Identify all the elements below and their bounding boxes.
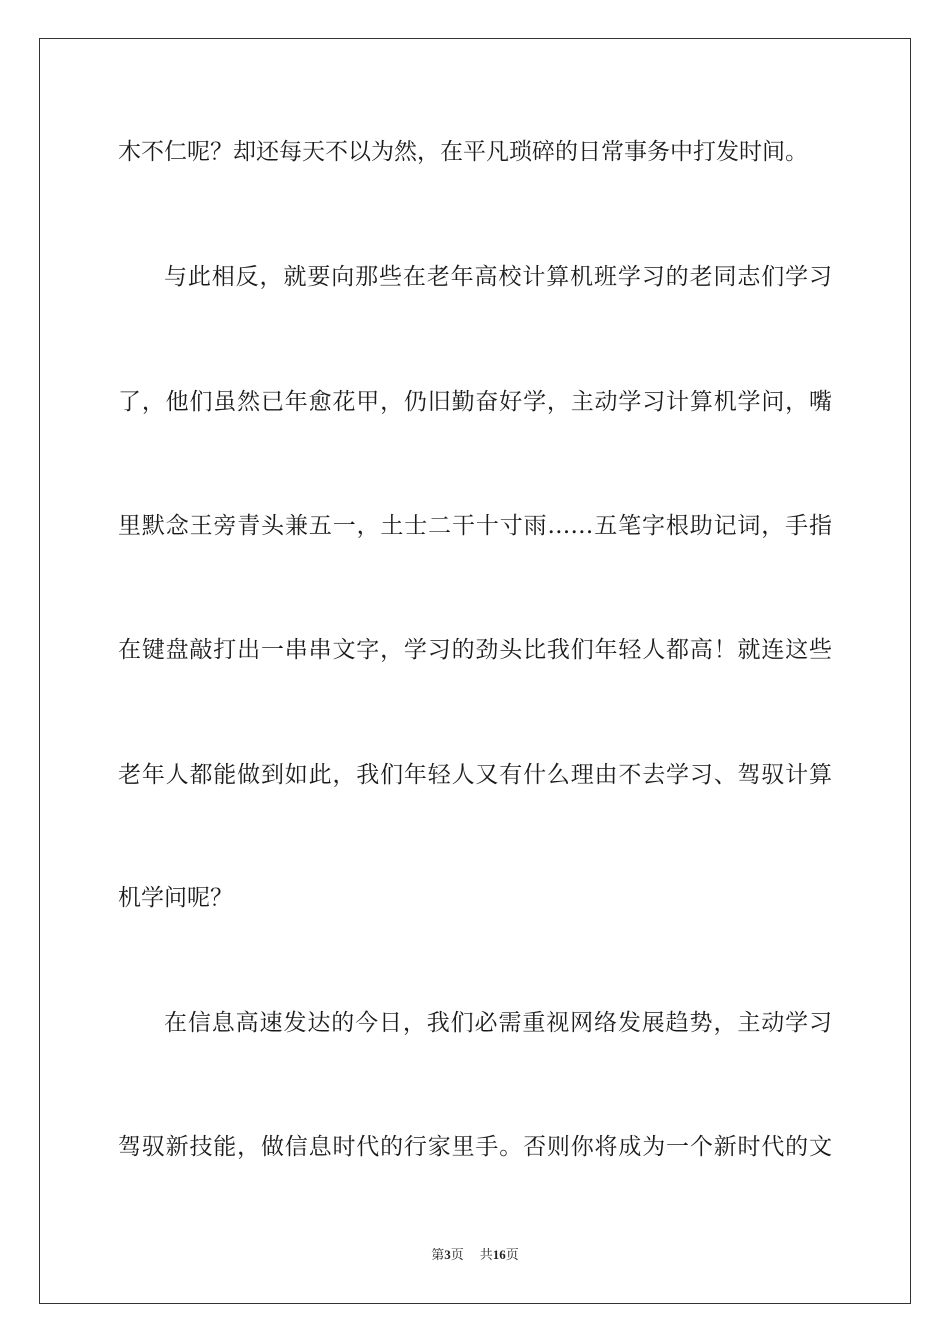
page-number: 3 bbox=[444, 1247, 451, 1262]
total-prefix: 共 bbox=[479, 1248, 493, 1263]
page-footer bbox=[0, 1246, 950, 1265]
text-line-6: 老年人都能做到如此，我们年轻人又有什么理由不去学习、驾驭计算 bbox=[118, 762, 832, 788]
text-line-3: 了，他们虽然已年愈花甲，仍旧勤奋好学，主动学习计算机学问，嘴 bbox=[118, 389, 832, 415]
text-line-8: 在信息高速发达的今日，我们必需重视网络发展趋势，主动学习 bbox=[164, 1010, 832, 1036]
text-line-7: 机学问呢？ bbox=[118, 885, 233, 911]
text-line-2: 与此相反，就要向那些在老年高校计算机班学习的老同志们学习 bbox=[164, 264, 832, 290]
text-line-1: 木不仁呢？却还每天不以为然，在平凡琐碎的日常事务中打发时间。 bbox=[118, 139, 808, 165]
text-line-9: 驾驭新技能，做信息时代的行家里手。否则你将成为一个新时代的文 bbox=[118, 1134, 832, 1160]
page-border bbox=[39, 38, 911, 1304]
total-suffix: 页 bbox=[505, 1248, 519, 1263]
page-suffix: 页 bbox=[450, 1248, 464, 1263]
page-prefix: 第 bbox=[431, 1248, 445, 1263]
total-pages: 16 bbox=[492, 1247, 506, 1262]
text-line-4: 里默念王旁青头兼五一，土士二干十寸雨……五笔字根助记词，手指 bbox=[118, 513, 832, 539]
text-line-5: 在键盘敲打出一串串文字，学习的劲头比我们年轻人都高！就连这些 bbox=[118, 637, 832, 663]
